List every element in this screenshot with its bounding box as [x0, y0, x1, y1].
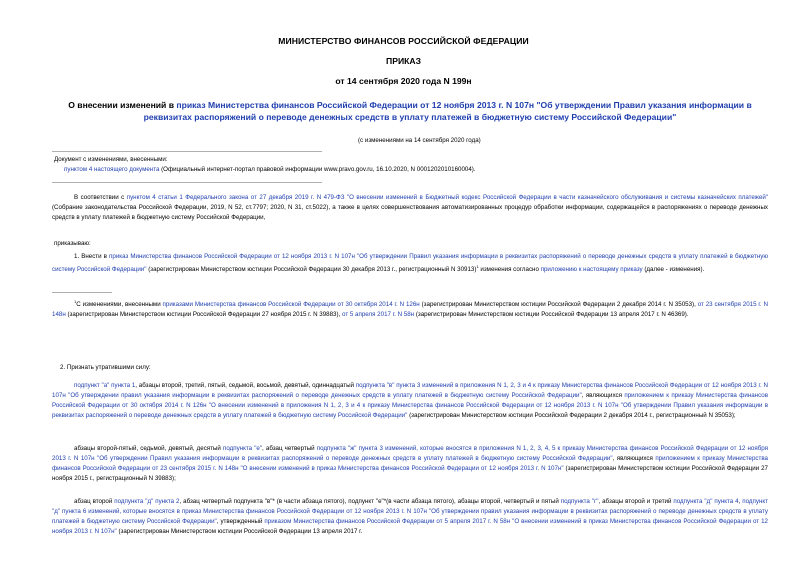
footnote-ref[interactable]: 1	[476, 264, 479, 269]
item-1-text-1: 1. Внести в	[74, 253, 110, 260]
item-1-appendix-link[interactable]: приложению к настоящему приказу	[540, 266, 643, 274]
repeal-c-text-1: абзац второй	[74, 498, 115, 505]
repeal-c-text-6: (зарегистрирован Министерством юстиции Российской Федерации 13 апреля 2017 г.	[116, 528, 363, 535]
repeal-c-link-5[interactable]: приказом Министерства финансов Российской Федерации от 5 апреля 2017 г. N 58н "О внесении изменений в приказ Министерства финансов Российской Федерации от 12 ноября 2013 г. N 107н"	[52, 518, 768, 535]
repeal-a-text-3: (зарегистрирован Министерством юстиции Российской Федерации 2 декабря 2014 г., регистрационный N 35053);	[407, 412, 736, 419]
document-title	[55, 99, 765, 123]
title-link[interactable]: приказ Министерства финансов Российской Федерации от 12 ноября 2013 г. N 107н "Об утверждении Правил указания информации в реквизитах распоряжений о переводе денежных средств в уплату платежей в бюджетную систему Российской Федерации"	[143, 100, 752, 122]
footnote-paragraph	[52, 297, 768, 320]
repeal-b-text-1: абзацы второй-пятый, седьмой, девятый, десятый	[74, 445, 223, 452]
edition-note: (с изменениями на 14 сентября 2020 года)	[358, 137, 481, 144]
divider-top	[52, 151, 322, 152]
divider-bottom	[52, 182, 322, 183]
repeal-a-text-2: , являющихся	[581, 392, 625, 399]
footnote-link-58n[interactable]: от 5 апреля 2017 г. N 58н	[342, 311, 415, 319]
repeal-b-text-4: (зарегистрирован Министерством юстиции Российской Федерации 27 ноября 2015 г., регистрационный N 39883);	[52, 465, 768, 482]
repeal-paragraph-c	[52, 497, 768, 549]
repeal-a-link-1[interactable]: подпункт "а" пункта 1	[74, 382, 136, 389]
repeal-a-link-2[interactable]: подпункта "в" пункта 3 изменений в приложения N 1, 2, 3 и 4 к приказу Министерства финансов Российской Федерации от 12 ноября 2013 г. N 107н "Об утверждении правил указания информации в реквизитах распоряжений о переводе денежных средств в уплату платежей в бюджетную систему Российской Федерации"	[52, 382, 768, 399]
preamble-text-2: (Собрание законодательства Российской Федерации, 2019, N 52, ст.7797; 2020, N 31, ст.5022), а также в целях совершенствования автоматизированных процедур обработки информации, содержащейся в распоряжениях о переводе денежных средств в уплату платежей в бюджетную систему Российской Федерации,	[52, 204, 768, 221]
repeal-c-link-4[interactable]: подпункт "д" пункта 6 изменений, которые вносятся в приказ Министерства финансов Российской Федерации от 12 ноября 2013 г. N 107н "Об утверждении правил указания информации в реквизитах распоряжений о переводе денежных средств в уплату платежей в бюджетную систему Российской Федерации"	[52, 498, 768, 525]
repeal-a-text-1: , абзацы второй, третий, пятый, седьмой, восьмой, девятый, одиннадцатый	[135, 382, 356, 389]
footnote-mark: 1	[74, 299, 77, 304]
item-1-order-link[interactable]: приказ Министерства финансов Российской Федерации от 12 ноября 2013 г. N 107н "Об утверждении Правил указания информации в реквизитах распоряжений о переводе денежных средств в уплату платежей в бюджетную систему Российской Федерации"	[52, 253, 768, 274]
date-number-heading: от 14 сентября 2020 года N 199н	[335, 76, 472, 86]
item-1-text-3: изменения согласно	[478, 266, 541, 274]
ministry-heading: МИНИСТЕРСТВО ФИНАНСОВ РОССИЙСКОЙ ФЕДЕРАЦИИ	[278, 36, 529, 46]
doc-type-heading: ПРИКАЗ	[386, 56, 421, 66]
footnote-text-4: (зарегистрирован Министерством юстиции Российской Федерации 13 апреля 2017 г. N 46369).	[414, 311, 689, 319]
repeal-b-link-1[interactable]: подпункта "е"	[222, 445, 263, 452]
repeal-b-text-2: , абзац четвертый	[262, 445, 317, 452]
repeal-c-text-2: , абзац четвертый подпункта "в"* (в части абзаца пятого), подпункт "е"*(в части абзаца пятого), абзацы второй, четвертый и пятый	[179, 498, 561, 505]
repeal-b-link-2[interactable]: подпункта "ж" пункта 3 изменений, которые вносятся в приложения N 1, 2, 3, 4, 5 к приказу Министерства финансов Российской Федерации от 12 ноября 2013 г. N 107н "Об утверждении Правил указания информации в реквизитах распоряжений о переводе денежных средств в уплату платежей в бюджетную систему Российской Федерации"	[52, 445, 768, 462]
preamble-paragraph	[52, 193, 768, 223]
changes-note-link[interactable]: пунктом 4 настоящего документа	[64, 166, 160, 173]
repeal-c-link-1[interactable]: подпункта "д" пункта 2	[114, 498, 180, 505]
repeal-paragraph-b	[52, 444, 768, 484]
preamble-law-link[interactable]: пунктом 4 статьи 1 Федерального закона от 27 декабря 2019 г. N 479-ФЗ "О внесении изменений в Бюджетный кодекс Российской Федерации в части казначейского обслуживания и системы казначейских платежей"	[126, 194, 769, 201]
preamble-text-1: В соответствии с	[74, 194, 127, 201]
repeal-paragraph-a	[52, 381, 768, 421]
changes-note-line1: Документ с изменениями, внесенными:	[54, 156, 168, 163]
prikazyvayu-text: приказываю:	[54, 240, 91, 247]
footnote-link-148n[interactable]: от 23 сентября 2015 г. N 148н	[52, 301, 768, 319]
item-1-paragraph	[52, 252, 768, 275]
footnote-divider	[52, 292, 112, 293]
footnote-text-3: (зарегистрирован Министерством юстиции Российской Федерации 27 ноября 2015 г. N 39883),	[65, 311, 343, 319]
repeal-c-link-2[interactable]: подпункта "г"	[560, 498, 599, 505]
changes-note	[54, 155, 754, 175]
repeal-b-link-3[interactable]: приложением к приказу Министерства финансов Российской Федерации от 23 сентября 2015 г. N 148н "О внесении изменений в приказ Министерства финансов Российской Федерации от 12 ноября 2013 г. N 107н"	[52, 455, 768, 472]
repeal-c-text-5: , утвержденный	[216, 518, 265, 525]
footnote-link-126n[interactable]: приказами Министерства финансов Российской Федерации от 30 октября 2014 г. N 126н	[162, 301, 420, 309]
item-1-text-2: (зарегистрирован Министерством юстиции Российской Федерации 30 декабря 2013 г., регистрационный N 30913)	[146, 266, 477, 274]
footnote-text-1: С изменениями, внесенными	[76, 301, 163, 309]
changes-note-rest: (Официальный интернет-портал правовой информации www.pravo.gov.ru, 16.10.2020, N 0001202010160004).	[159, 166, 476, 173]
footnote-text-2: (зарегистрирован Министерством юстиции Российской Федерации 2 декабря 2014 г. N 35053),	[419, 301, 698, 309]
repeal-c-text-3: , абзацы второй и третий	[598, 498, 674, 505]
title-prefix: О внесении изменений в	[68, 100, 177, 110]
item-1-text-4: (далее - изменения).	[642, 266, 705, 274]
item-2-heading: 2. Признать утратившими силу:	[60, 364, 151, 371]
repeal-c-link-3[interactable]: подпункта "д" пункта 4	[673, 498, 739, 505]
repeal-c-text-4: ,	[738, 498, 743, 505]
repeal-a-link-3[interactable]: приложением к приказу Министерства финансов Российской Федерации от 30 октября 2014 г. N 126н "О внесении изменений в приложения N 1, 2, 3 и 4 к приказу Министерства финансов Российской Федерации от 12 ноября 2013 г. N 107н "Об утверждении Правил указания информации в реквизитах распоряжений о переводе денежных средств в уплату платежей в бюджетную систему Российской Федерации"	[52, 392, 768, 419]
repeal-b-text-3: , являющихся	[612, 455, 656, 462]
